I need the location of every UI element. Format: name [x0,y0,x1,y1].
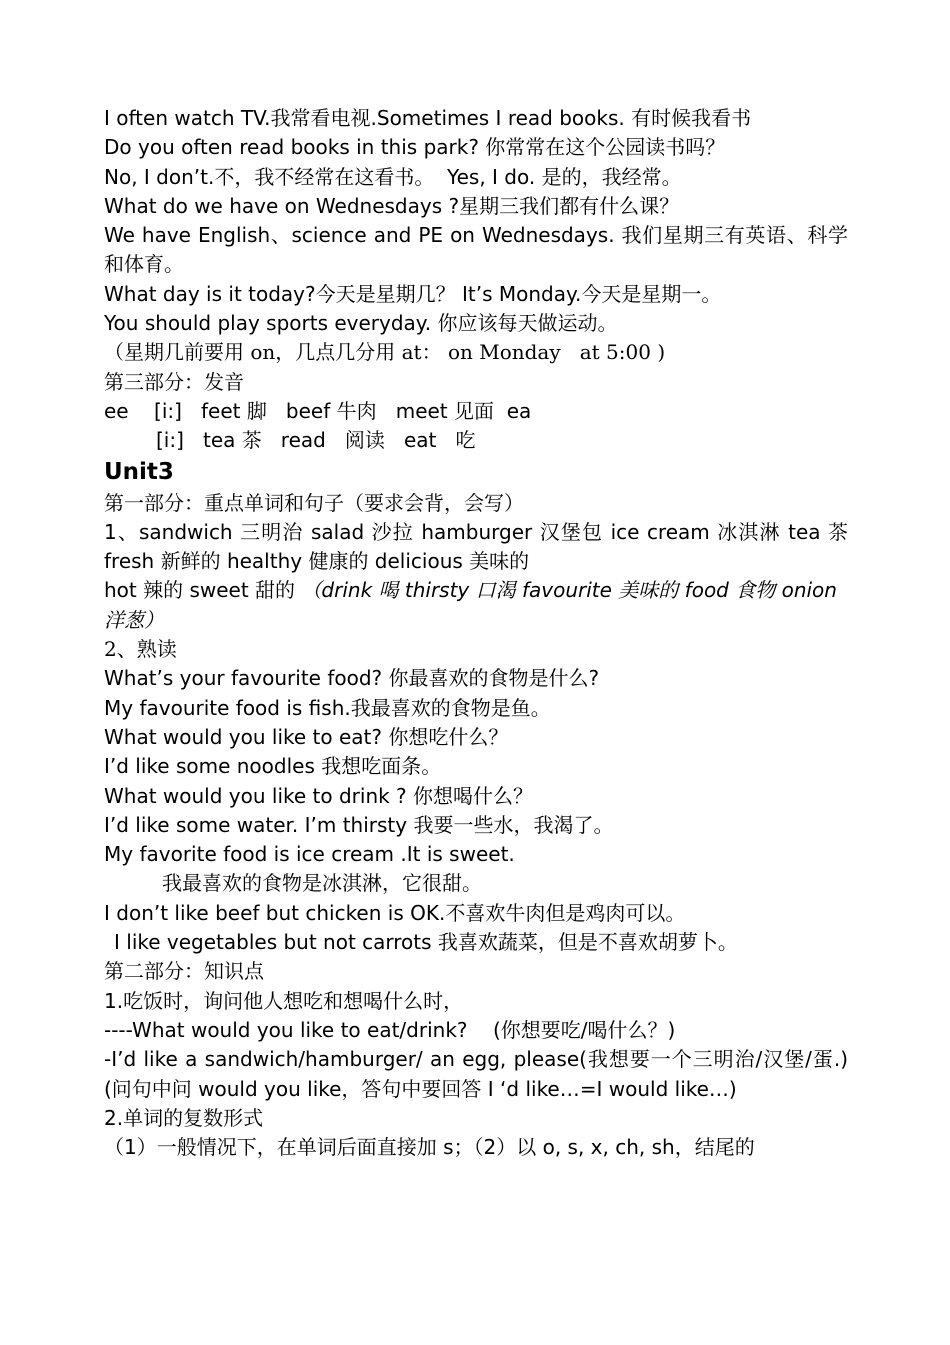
text-line: I like vegetables but not carrots 我喜欢蔬菜，但是不喜欢胡萝卜。 [114,930,738,955]
text-line: My favorite food is ice cream .It is sweet. [104,842,515,867]
text-line: [i:] tea 茶 read 阅读 eat 吃 [156,428,476,453]
text-line: I don’t like beef but chicken is OK.不喜欢牛肉但是鸡肉可以。 [104,900,686,925]
text-line: （1）一般情况下，在单词后面直接加 s；（2）以 o, s, x, ch, sh，结尾的 [104,1135,755,1160]
text-line: Do you often read books in this park? 你常常在这个公园读书吗？ [104,135,726,160]
text-line: What day is it today?今天是星期几？ It’s Monday.今天是星期一。 [104,281,722,306]
vocab-line [104,576,848,635]
text-line: You should play sports everyday. 你应该每天做运动。 [104,311,618,336]
section-heading: 第一部分：重点单词和句子（要求会背，会写） [104,490,524,515]
section-heading: 第二部分：知识点 [104,959,264,984]
text-line: I’d like some noodles 我想吃面条。 [104,754,442,779]
text-line: 我最喜欢的食物是冰淇淋，它很甜。 [162,871,482,896]
document-page [104,104,848,1162]
text-line: What do we have on Wednesdays ?星期三我们都有什么课？ [104,193,680,218]
text-line: 1.吃饭时，询问他人想吃和想喝什么时， [104,988,464,1013]
vocab-extra: （drink 喝 thirsty 口渴 favourite 美味的 food 食物 onion 洋葱） [104,578,837,632]
vocab-line: 1、sandwich 三明治 salad 沙拉 hamburger 汉堡包 ice cream 冰淇淋 tea 茶 fresh 新鲜的 healthy 健康的 delicious 美味的 [104,519,848,574]
text-line: -I’d like a sandwich/hamburger/ an egg, please(我想要一个三明治/汉堡/蛋.) (问句中问 would you like，答句中要回答 I ‘d like…=I would like…) [104,1047,848,1101]
text-line: I’d like some water. I’m thirsty 我要一些水，我渴了。 [104,812,614,837]
text-line: ----What would you like to eat/drink? (你想要吃/喝什么？) [104,1017,676,1042]
text-line: My favourite food is fish.我最喜欢的食物是鱼。 [104,695,551,720]
text-line: No, I don’t.不，我不经常在这看书。 Yes, I do. 是的，我经常。 [104,164,682,189]
unit-heading: Unit3 [104,458,174,485]
text-line: What’s your favourite food? 你最喜欢的食物是什么? [104,666,600,691]
text-line: What would you like to drink ? 你想喝什么？ [104,783,534,808]
section-heading: 第三部分：发音 [104,369,244,394]
text-line: We have English、science and PE on Wednesdays. 我们星期三有英语、科学和体育。 [104,223,848,277]
vocab-hot-sweet: hot 辣的 sweet 甜的 [104,578,296,603]
text-line: What would you like to eat? 你想吃什么？ [104,724,509,749]
text-line: （星期几前要用 on，几点几分用 at： on Monday at 5:00 ) [104,340,666,365]
text-line: ee [i:] feet 脚 beef 牛肉 meet 见面 ea [104,398,532,423]
text-line: 2.单词的复数形式 [104,1105,264,1130]
section-heading: 2、熟读 [104,637,177,662]
text-line: I often watch TV.我常看电视.Sometimes I read books. 有时候我看书 [104,106,752,130]
